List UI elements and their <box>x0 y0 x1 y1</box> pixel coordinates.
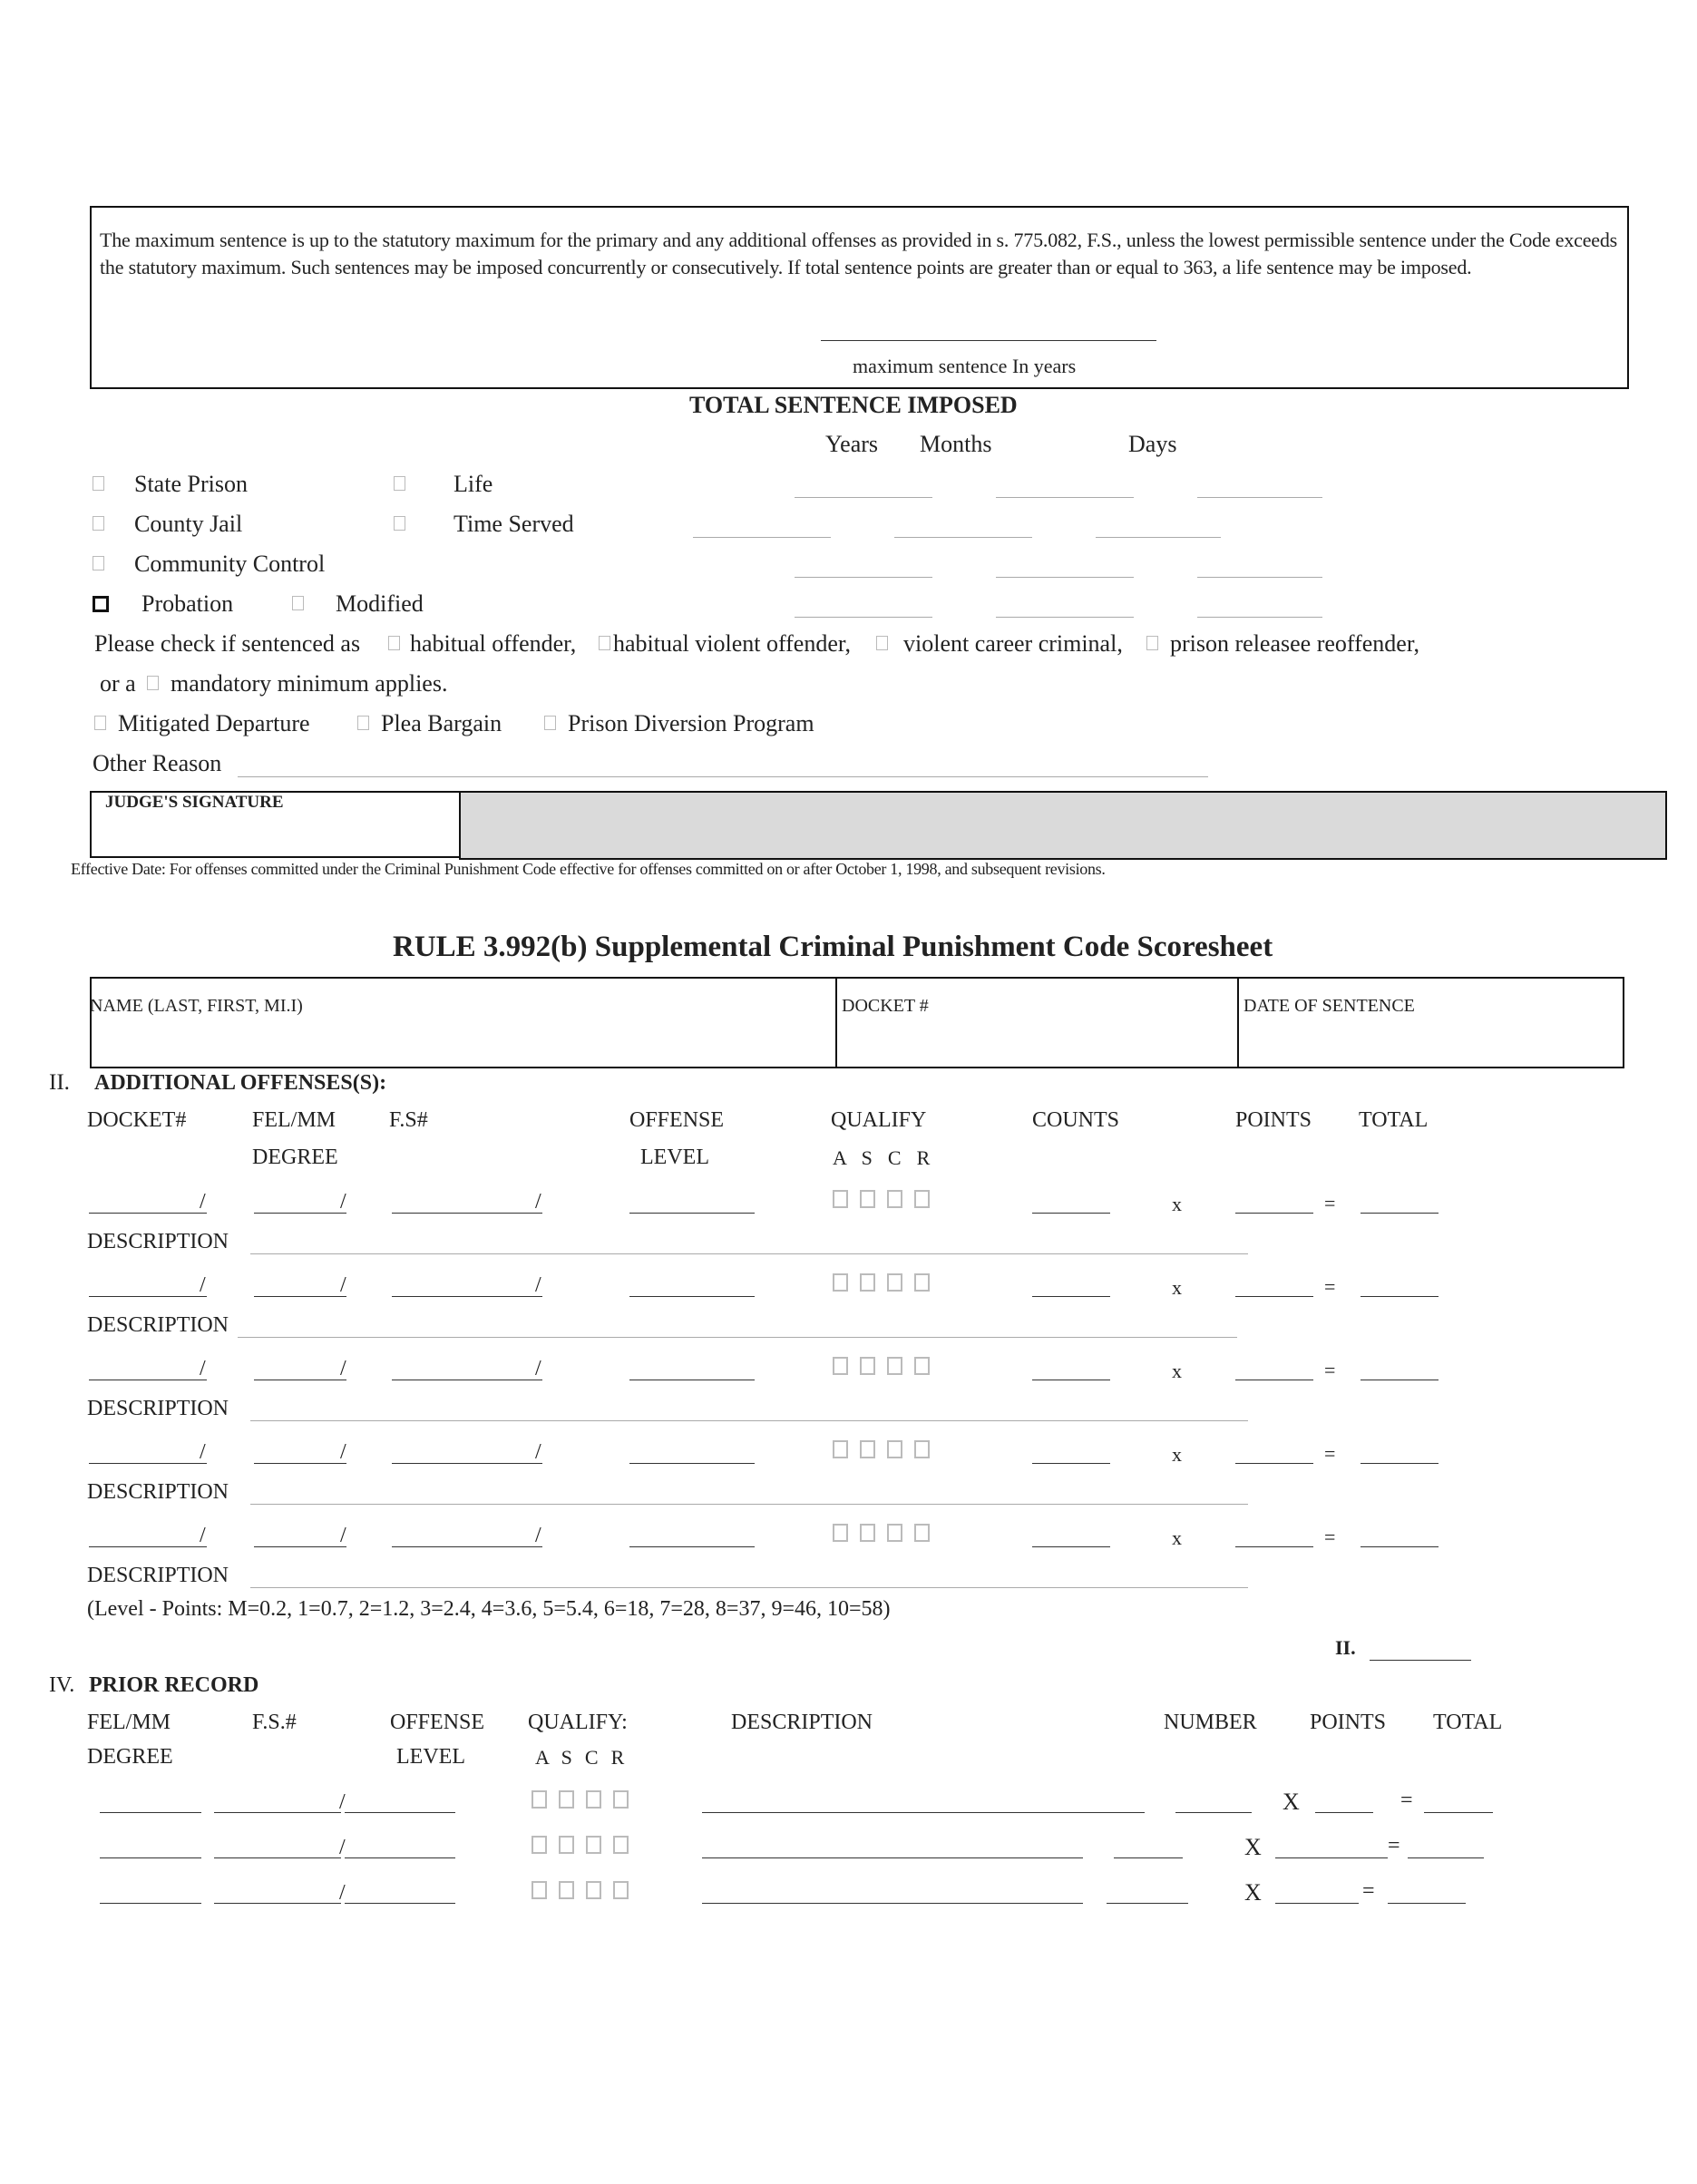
times-sign: x <box>1172 1276 1182 1299</box>
col-counts: COUNTS <box>1032 1108 1120 1132</box>
slash-separator: / <box>340 1524 346 1547</box>
total-field[interactable] <box>1361 1463 1439 1464</box>
felmm-field[interactable] <box>254 1546 346 1547</box>
mitigated-departure-checkbox[interactable] <box>94 716 106 730</box>
fs-field[interactable] <box>392 1296 542 1297</box>
counts-field[interactable] <box>1032 1213 1110 1214</box>
additional-offenses-roman: II. <box>49 1070 70 1095</box>
state-prison-months-field[interactable] <box>996 497 1134 498</box>
probation-years-field[interactable] <box>795 617 932 618</box>
plea-bargain-label: Plea Bargain <box>381 710 502 736</box>
qualify-r-checkbox[interactable] <box>613 1836 629 1854</box>
qualify-a-checkbox[interactable] <box>833 1357 848 1375</box>
qualify-c-checkbox[interactable] <box>586 1790 601 1809</box>
prior-col-felmm: FEL/MM <box>87 1711 171 1734</box>
qualify-c-checkbox[interactable] <box>586 1881 601 1899</box>
judge-signature-field[interactable] <box>459 791 1667 860</box>
name-label: NAME (LAST, FIRST, MI.I) <box>90 996 303 1016</box>
col-qualify: QUALIFY <box>831 1108 927 1132</box>
prior-col-number: NUMBER <box>1164 1711 1257 1734</box>
description-label: DESCRIPTION <box>87 1313 229 1337</box>
total-sentence-title: TOTAL SENTENCE IMPOSED <box>689 392 1018 418</box>
qualify-c-checkbox[interactable] <box>887 1524 902 1542</box>
times-sign: x <box>1172 1360 1182 1382</box>
col-degree: DEGREE <box>252 1146 338 1169</box>
community-control-months-field[interactable] <box>996 577 1134 578</box>
description-field[interactable] <box>238 1337 1237 1338</box>
qualify-a-checkbox[interactable] <box>532 1881 547 1899</box>
times-sign: X <box>1244 1834 1262 1860</box>
fs-field[interactable] <box>392 1546 542 1547</box>
col-points: POINTS <box>1235 1108 1312 1132</box>
col-years: Years <box>825 431 879 457</box>
slash-separator: / <box>535 1440 541 1464</box>
community-control-years-field[interactable] <box>795 577 932 578</box>
modified-checkbox[interactable] <box>292 596 304 610</box>
docket-field[interactable] <box>89 1296 207 1297</box>
felmm-field[interactable] <box>254 1296 346 1297</box>
qualify-c-checkbox[interactable] <box>887 1190 902 1208</box>
habitual-violent-label: habitual violent offender, <box>613 630 852 657</box>
times-sign: x <box>1172 1193 1182 1215</box>
col-fs: F.S# <box>389 1108 428 1132</box>
community-control-checkbox[interactable] <box>93 556 104 570</box>
additional-offenses-heading: ADDITIONAL OFFENSES(S): <box>94 1071 387 1095</box>
prison-releasee-label: prison releasee reoffender, <box>1170 630 1419 657</box>
habitual-offender-checkbox[interactable] <box>388 636 400 650</box>
county-jail-days-field[interactable] <box>1096 537 1221 538</box>
docket-field[interactable] <box>89 1213 207 1214</box>
qualify-a-checkbox[interactable] <box>532 1790 547 1809</box>
date-of-sentence-field[interactable] <box>1243 1021 1620 1065</box>
description-field[interactable] <box>250 1253 1248 1254</box>
county-jail-months-field[interactable] <box>894 537 1032 538</box>
max-sentence-text: The maximum sentence is up to the statutory maximum for the primary and any additional offenses as provided in s. 775.082, F.S., unless the lowest permissible sentence under the Code exceeds the statutory maximum. Such sentences may be imposed concurrently or consecutively. If total sentence points are greater than or equal to 363, a life sentence may be imposed. <box>100 229 1618 278</box>
equals-sign: = <box>1324 1442 1336 1465</box>
qualify-r-checkbox[interactable] <box>613 1881 629 1899</box>
qualify-s-checkbox[interactable] <box>860 1440 875 1458</box>
times-sign: x <box>1172 1526 1182 1549</box>
prior-description-field[interactable] <box>702 1812 1145 1813</box>
felmm-field[interactable] <box>254 1213 346 1214</box>
fs-field[interactable] <box>392 1463 542 1464</box>
prison-diversion-checkbox[interactable] <box>544 716 556 730</box>
counts-field[interactable] <box>1032 1296 1110 1297</box>
description-label: DESCRIPTION <box>87 1480 229 1504</box>
qualify-r-checkbox[interactable] <box>914 1357 930 1375</box>
level-points-legend: (Level - Points: M=0.2, 1=0.7, 2=1.2, 3=2.4, 4=3.6, 5=5.4, 6=18, 7=28, 8=37, 9=46, 10=58) <box>87 1597 891 1621</box>
or-a-label: or a <box>100 670 136 697</box>
col-months: Months <box>920 431 992 457</box>
total-field[interactable] <box>1361 1213 1439 1214</box>
prior-col-fs: F.S.# <box>252 1711 297 1734</box>
docket-field[interactable] <box>840 1021 1234 1065</box>
header-divider-2 <box>1237 977 1239 1068</box>
prior-total-field[interactable] <box>1388 1903 1466 1904</box>
prior-points-field[interactable] <box>1275 1857 1388 1858</box>
points-field[interactable] <box>1235 1213 1313 1214</box>
state-prison-label: State Prison <box>134 471 248 497</box>
slash-separator: / <box>200 1190 206 1214</box>
qualify-r-checkbox[interactable] <box>914 1273 930 1292</box>
slash-separator: / <box>340 1190 346 1214</box>
mandatory-minimum-checkbox[interactable] <box>147 676 159 690</box>
slash-separator: / <box>200 1357 206 1380</box>
qualify-r-checkbox[interactable] <box>914 1524 930 1542</box>
violent-career-label: violent career criminal, <box>903 630 1123 657</box>
equals-sign: = <box>1324 1275 1336 1298</box>
col-total: TOTAL <box>1359 1108 1429 1132</box>
times-sign: X <box>1283 1789 1300 1815</box>
mitigated-departure-label: Mitigated Departure <box>118 710 310 736</box>
prior-felmm-field[interactable] <box>100 1812 201 1813</box>
qualify-a-checkbox[interactable] <box>833 1440 848 1458</box>
prior-col-qualify: QUALIFY: <box>528 1711 628 1734</box>
plea-bargain-checkbox[interactable] <box>357 716 369 730</box>
times-sign: x <box>1172 1443 1182 1466</box>
prior-fs-field[interactable] <box>214 1903 341 1904</box>
qualify-s-checkbox[interactable] <box>559 1790 574 1809</box>
description-field[interactable] <box>250 1504 1248 1505</box>
prior-offense-level-field[interactable] <box>345 1903 455 1904</box>
prior-points-field[interactable] <box>1275 1903 1359 1904</box>
qualify-a-checkbox[interactable] <box>833 1190 848 1208</box>
life-label: Life <box>454 471 493 497</box>
prior-total-field[interactable] <box>1408 1857 1484 1858</box>
offense-level-field[interactable] <box>629 1296 755 1297</box>
community-control-label: Community Control <box>134 551 326 577</box>
prior-fs-field[interactable] <box>214 1857 341 1858</box>
col-days: Days <box>1128 431 1177 457</box>
county-jail-years-field[interactable] <box>693 537 831 538</box>
docket-label: DOCKET # <box>842 996 929 1016</box>
total-field[interactable] <box>1361 1296 1439 1297</box>
max-sentence-years-field[interactable] <box>821 340 1156 341</box>
violent-career-checkbox[interactable] <box>876 636 888 650</box>
equals-sign: = <box>1362 1879 1375 1903</box>
slash-separator: / <box>340 1440 346 1464</box>
qualify-checkboxes <box>833 1190 941 1208</box>
prior-qualify-checkboxes <box>532 1881 640 1899</box>
subtotal-ii-label: II. <box>1335 1636 1356 1659</box>
fs-field[interactable] <box>392 1213 542 1214</box>
slash-separator: / <box>339 1836 346 1859</box>
time-served-checkbox[interactable] <box>394 516 405 531</box>
qualify-s-checkbox[interactable] <box>860 1273 875 1292</box>
state-prison-years-field[interactable] <box>795 497 932 498</box>
state-prison-days-field[interactable] <box>1197 497 1322 498</box>
description-field[interactable] <box>250 1420 1248 1421</box>
modified-label: Modified <box>336 590 424 617</box>
points-field[interactable] <box>1235 1463 1313 1464</box>
points-field[interactable] <box>1235 1296 1313 1297</box>
prior-number-field[interactable] <box>1114 1857 1183 1858</box>
qualify-a-checkbox[interactable] <box>833 1524 848 1542</box>
equals-sign: = <box>1400 1789 1413 1812</box>
qualify-s-checkbox[interactable] <box>559 1881 574 1899</box>
slash-separator: / <box>535 1190 541 1214</box>
qualify-s-checkbox[interactable] <box>860 1190 875 1208</box>
description-label: DESCRIPTION <box>87 1397 229 1420</box>
prior-total-field[interactable] <box>1424 1812 1493 1813</box>
qualify-checkboxes <box>833 1357 941 1375</box>
prior-qualify-checkboxes <box>532 1836 640 1854</box>
equals-sign: = <box>1324 1359 1336 1381</box>
county-jail-checkbox[interactable] <box>93 516 104 531</box>
qualify-s-checkbox[interactable] <box>860 1357 875 1375</box>
qualify-s-checkbox[interactable] <box>559 1836 574 1854</box>
qualify-a-checkbox[interactable] <box>833 1273 848 1292</box>
prior-record-roman: IV. <box>49 1673 75 1697</box>
prior-number-field[interactable] <box>1175 1812 1252 1813</box>
slash-separator: / <box>339 1881 346 1905</box>
prior-offense-level-field[interactable] <box>345 1857 455 1858</box>
prior-felmm-field[interactable] <box>100 1857 201 1858</box>
times-sign: X <box>1244 1879 1262 1906</box>
qualify-checkboxes <box>833 1273 941 1292</box>
slash-separator: / <box>535 1273 541 1297</box>
prior-col-description: DESCRIPTION <box>731 1711 873 1734</box>
col-level: LEVEL <box>640 1146 709 1169</box>
qualify-c-checkbox[interactable] <box>586 1836 601 1854</box>
prior-col-level: LEVEL <box>396 1745 465 1769</box>
community-control-days-field[interactable] <box>1197 577 1322 578</box>
prior-description-field[interactable] <box>702 1857 1083 1858</box>
prison-diversion-label: Prison Diversion Program <box>568 710 814 736</box>
effective-date: Effective Date: For offenses committed under the Criminal Punishment Code effective for offenses committed on or after October 1, 1998, and subsequent revisions. <box>71 860 1106 878</box>
supplemental-title: RULE 3.992(b) Supplemental Criminal Punishment Code Scoresheet <box>393 931 1273 963</box>
probation-label: Probation <box>141 590 234 617</box>
offense-level-field[interactable] <box>629 1463 755 1464</box>
subtotal-ii-field[interactable] <box>1370 1660 1471 1661</box>
slash-separator: / <box>200 1524 206 1547</box>
description-field[interactable] <box>250 1587 1248 1588</box>
other-reason-label: Other Reason <box>93 750 222 776</box>
qualify-s-checkbox[interactable] <box>860 1524 875 1542</box>
probation-days-field[interactable] <box>1197 617 1322 618</box>
docket-field[interactable] <box>89 1463 207 1464</box>
life-checkbox[interactable] <box>394 476 405 491</box>
probation-months-field[interactable] <box>996 617 1134 618</box>
description-label: DESCRIPTION <box>87 1230 229 1253</box>
counts-field[interactable] <box>1032 1546 1110 1547</box>
prior-col-total: TOTAL <box>1433 1711 1503 1734</box>
habitual-offender-label: habitual offender, <box>410 630 577 657</box>
other-reason-field[interactable] <box>238 776 1208 777</box>
slash-separator: / <box>339 1790 346 1814</box>
slash-separator: / <box>535 1357 541 1380</box>
offense-level-field[interactable] <box>629 1213 755 1214</box>
qualify-c-checkbox[interactable] <box>887 1273 902 1292</box>
prior-col-points: POINTS <box>1310 1711 1387 1734</box>
prior-number-field[interactable] <box>1107 1903 1188 1904</box>
slash-separator: / <box>200 1273 206 1297</box>
qualify-checkboxes <box>833 1524 941 1542</box>
qualify-r-checkbox[interactable] <box>914 1440 930 1458</box>
col-docket: DOCKET# <box>87 1108 187 1132</box>
qualify-checkboxes <box>833 1440 941 1458</box>
prior-offense-level-field[interactable] <box>345 1812 455 1813</box>
time-served-label: Time Served <box>454 511 574 537</box>
col-offense: OFFENSE <box>629 1108 725 1132</box>
equals-sign: = <box>1388 1834 1400 1857</box>
prior-col-ascr: A S C R <box>535 1746 626 1769</box>
points-field[interactable] <box>1235 1546 1313 1547</box>
slash-separator: / <box>200 1440 206 1464</box>
county-jail-label: County Jail <box>134 511 243 537</box>
col-felmm: FEL/MM <box>252 1108 336 1132</box>
max-sentence-caption: maximum sentence In years <box>853 355 1077 377</box>
description-label: DESCRIPTION <box>87 1564 229 1587</box>
slash-separator: / <box>340 1273 346 1297</box>
qualify-r-checkbox[interactable] <box>914 1190 930 1208</box>
equals-sign: = <box>1324 1192 1336 1214</box>
prior-points-field[interactable] <box>1315 1812 1373 1813</box>
probation-checkbox[interactable] <box>93 596 109 612</box>
slash-separator: / <box>535 1524 541 1547</box>
name-field[interactable] <box>94 1021 831 1065</box>
prior-felmm-field[interactable] <box>100 1903 201 1904</box>
counts-field[interactable] <box>1032 1463 1110 1464</box>
state-prison-checkbox[interactable] <box>93 476 104 491</box>
prior-col-degree: DEGREE <box>87 1745 173 1769</box>
qualify-c-checkbox[interactable] <box>887 1440 902 1458</box>
felmm-field[interactable] <box>254 1463 346 1464</box>
prior-fs-field[interactable] <box>214 1812 341 1813</box>
equals-sign: = <box>1324 1526 1336 1548</box>
prior-record-heading: PRIOR RECORD <box>89 1673 259 1697</box>
prior-description-field[interactable] <box>702 1903 1083 1904</box>
prior-qualify-checkboxes <box>532 1790 640 1809</box>
docket-field[interactable] <box>89 1546 207 1547</box>
header-divider-1 <box>835 977 837 1068</box>
slash-separator: / <box>340 1357 346 1380</box>
total-field[interactable] <box>1361 1546 1439 1547</box>
please-check-label: Please check if sentenced as <box>94 630 361 657</box>
offense-level-field[interactable] <box>629 1546 755 1547</box>
qualify-r-checkbox[interactable] <box>613 1790 629 1809</box>
habitual-violent-checkbox[interactable] <box>599 636 610 650</box>
date-of-sentence-label: DATE OF SENTENCE <box>1243 996 1415 1016</box>
qualify-c-checkbox[interactable] <box>887 1357 902 1375</box>
qualify-a-checkbox[interactable] <box>532 1836 547 1854</box>
col-ascr: A S C R <box>833 1146 932 1169</box>
prior-col-offense: OFFENSE <box>390 1711 485 1734</box>
judge-signature-label: JUDGE'S SIGNATURE <box>105 793 284 812</box>
mandatory-minimum-label: mandatory minimum applies. <box>171 670 448 697</box>
prison-releasee-checkbox[interactable] <box>1146 636 1158 650</box>
